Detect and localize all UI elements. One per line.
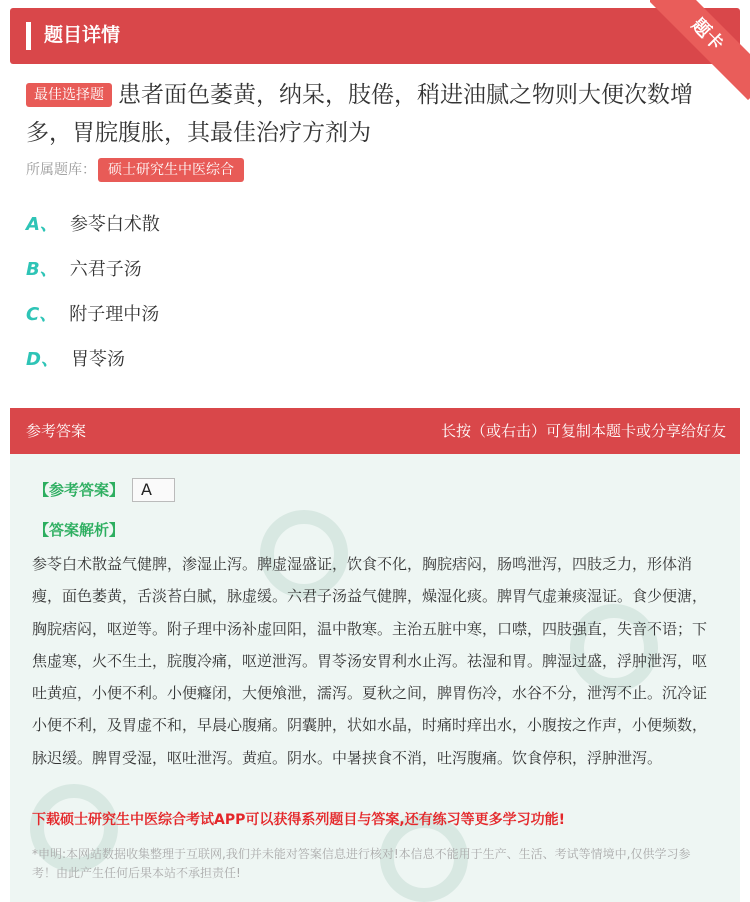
question-type-badge: 最佳选择题: [26, 83, 112, 107]
option-d[interactable]: [26, 341, 160, 386]
option-letter: B、: [26, 259, 58, 280]
option-letter: D、: [26, 349, 59, 370]
analysis-label: 【答案解析】: [34, 521, 125, 539]
question-bank-tag[interactable]: 硕士研究生中医综合: [98, 158, 244, 182]
reference-answer-row: [34, 478, 175, 502]
question-bank-label: 所属题库：: [26, 162, 96, 178]
analysis-text: 参苓白术散益气健脾，渗湿止泻。脾虚湿盛证，饮食不化，胸脘痞闷，肠鸣泄泻，四肢乏力，形体消瘦，面色萎黄，舌淡苔白腻，脉虚缓。六君子汤益气健脾，燥湿化痰。脾胃气虚兼痰湿证。食少便溏，胸脘痞闷，呕逆等。附子理中汤补虚回阳，温中散寒。主治五脏中寒，口噤，四肢强直，失音不语；下焦虚寒，火不生土，脘腹冷痛，呕逆泄泻。胃苓汤安胃利水止泻。祛湿和胃。脾湿过盛，浮肿泄泻，呕吐黄疸，小便不利。小便癃闭，大便飧泄，濡泻。夏秋之间，脾胃伤冷，水谷不分，泄泻不止。沉冷证小便不利，及胃虚不和，早晨心腹痛。阴囊肿，状如水晶，时痛时痒出水，小腹按之作声，小便频数，脉迟缓。脾胃受湿，呕吐泄泻。黄疸。阴水。中暑挟食不消，吐泻腹痛。饮食停积，浮肿泄泻。: [32, 555, 708, 767]
header-bar: [10, 8, 740, 64]
options-list: [26, 206, 160, 386]
reference-answer-label: 【参考答案】: [34, 481, 125, 499]
question-bank-row: [26, 158, 244, 182]
answer-header-bar: [10, 408, 740, 454]
option-text: 胃苓汤: [70, 349, 125, 370]
corner-ribbon-label: 题卡: [650, 0, 750, 100]
option-letter: A、: [26, 214, 58, 235]
option-text: 附子理中汤: [69, 304, 160, 325]
question-stem: [26, 76, 716, 152]
app-download-promo[interactable]: 下载硕士研究生中医综合考试APP可以获得系列题目与答案,还有练习等更多学习功能!: [32, 812, 566, 828]
option-text: 参苓白术散: [69, 214, 160, 235]
option-b[interactable]: [26, 251, 160, 296]
reference-answer-value: A: [132, 478, 175, 502]
share-hint: 长按（或右击）可复制本题卡或分享给好友: [440, 422, 726, 440]
option-a[interactable]: [26, 206, 160, 251]
answer-section-title: 参考答案: [26, 422, 87, 440]
disclaimer-text: *申明:本网站数据收集整理于互联网,我们并未能对答案信息进行核对!本信息不能用于生产、生活、考试等情境中,仅供学习参考！由此产生任何后果本站不承担责任!: [32, 847, 691, 880]
question-text: 患者面色萎黄，纳呆，肢倦，稍进油腻之物则大便次数增多，胃脘腹胀，其最佳治疗方剂为: [26, 82, 693, 146]
page-title: 题目详情: [44, 24, 121, 46]
option-c[interactable]: [26, 296, 160, 341]
option-text: 六君子汤: [69, 259, 142, 280]
header-accent-bar: [26, 22, 31, 50]
option-letter: C、: [26, 304, 58, 325]
